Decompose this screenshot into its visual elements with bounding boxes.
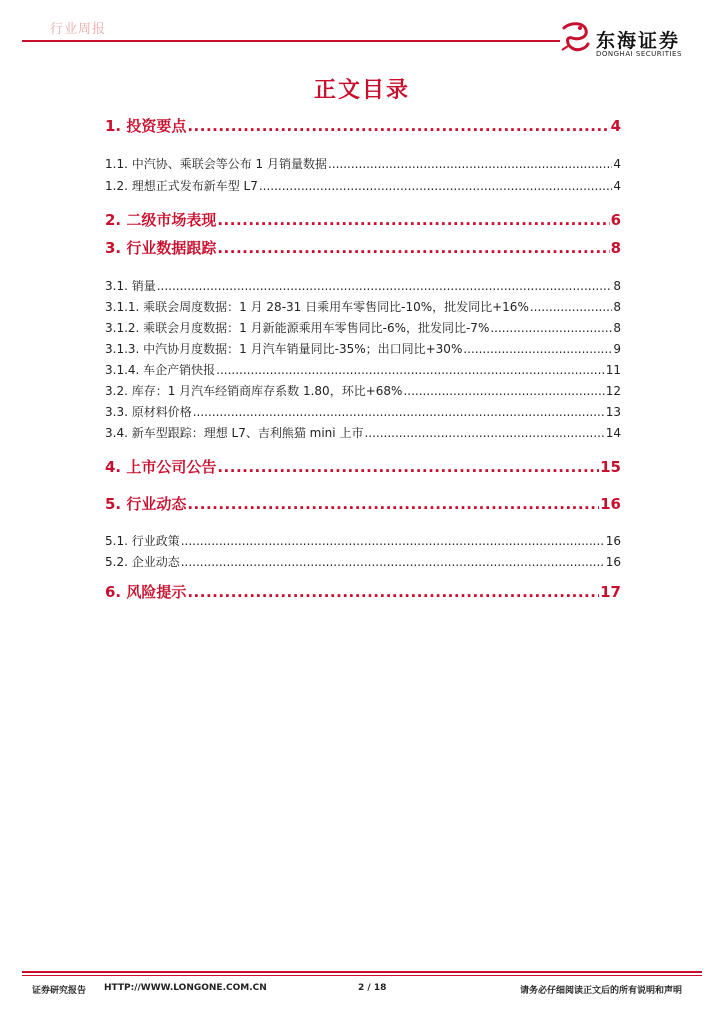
logo-text-en: DONGHAI SECURITIES [596, 50, 682, 58]
toc-leader-dots [187, 495, 599, 513]
toc-entry-title: 1.1. 中汽协、乘联会等公布 1 月销量数据 [105, 157, 327, 171]
toc-subsection-entry[interactable] [105, 177, 621, 194]
toc-entry-title: 3.1.3. 中汽协月度数据：1 月汽车销量同比-35%；出口同比+30% [105, 342, 463, 356]
toc-entry-title: 3.1.1. 乘联会周度数据：1 月 28-31 日乘用车零售同比-10%，批发同比+16% [105, 300, 529, 314]
toc-subsection-entry[interactable] [105, 298, 621, 315]
toc-entry-title: 5. 行业动态 [105, 495, 187, 513]
toc-entry-title: 4. 上市公司公告 [105, 458, 217, 476]
toc-page-number: 11 [605, 363, 621, 377]
toc-subsection-entry[interactable] [105, 277, 621, 294]
toc-entry-title: 3.2. 库存：1 月汽车经销商库存系数 1.80，环比+68% [105, 384, 403, 398]
toc-entry-title: 6. 风险提示 [105, 583, 187, 601]
toc-entry-title: 3.1.4. 车企产销快报 [105, 363, 216, 377]
toc-entry-title: 1.2. 理想正式发布新车型 L7 [105, 179, 258, 193]
toc-page-number: 16 [605, 534, 621, 548]
toc-leader-dots [217, 239, 609, 257]
toc-leader-dots [216, 363, 605, 377]
footer-disclaimer: 请务必仔细阅读正文后的所有说明和声明 [520, 986, 683, 996]
toc-section-entry[interactable] [105, 237, 621, 258]
toc-entry-title: 3.1.2. 乘联会月度数据：1 月新能源乘用车零售同比-6%，批发同比-7% [105, 321, 490, 335]
toc-page-number: 14 [605, 426, 621, 440]
toc-leader-dots [259, 179, 613, 193]
toc-subsection-entry[interactable] [105, 319, 621, 336]
footer-website-link[interactable]: HTTP://WWW.LONGONE.COM.CN [104, 983, 267, 993]
toc-subsection-entry[interactable] [105, 382, 621, 399]
toc-leader-dots [403, 384, 604, 398]
toc-leader-dots [364, 426, 604, 440]
footer-report-label: 证券研究报告 [32, 986, 87, 996]
toc-page-number: 16 [605, 555, 621, 569]
toc-page-number: 6 [610, 211, 621, 229]
company-logo [558, 20, 708, 60]
toc-page-number: 12 [605, 384, 621, 398]
toc-page-number: 13 [605, 405, 621, 419]
toc-page-number: 17 [600, 583, 621, 601]
toc-subsection-entry[interactable] [105, 553, 621, 570]
toc-leader-dots [181, 555, 605, 569]
toc-page-number: 16 [600, 495, 621, 513]
toc-subsection-entry[interactable] [105, 532, 621, 549]
toc-page-number: 8 [613, 321, 621, 335]
toc-section-entry[interactable] [105, 456, 621, 477]
toc-subsection-entry[interactable] [105, 403, 621, 420]
footer-divider [22, 971, 702, 973]
toc-leader-dots [217, 458, 599, 476]
toc-leader-dots [157, 279, 613, 293]
toc-page-number: 8 [613, 279, 621, 293]
toc-page-number: 4 [613, 179, 621, 193]
toc-leader-dots [187, 117, 609, 135]
header-divider [22, 40, 560, 42]
toc-subsection-entry[interactable] [105, 361, 621, 378]
toc-leader-dots [463, 342, 612, 356]
toc-entry-title: 5.2. 企业动态 [105, 555, 180, 569]
toc-entry-title: 3.4. 新车型跟踪：理想 L7、吉利熊猫 mini 上市 [105, 426, 364, 440]
toc-title: 正文目录 [313, 78, 410, 103]
toc-section-entry[interactable] [105, 115, 621, 136]
footer-divider-thin [22, 975, 702, 976]
toc-page-number: 9 [613, 342, 621, 356]
toc-section-entry[interactable] [105, 493, 621, 514]
toc-entry-title: 3.3. 原材料价格 [105, 405, 192, 419]
toc-leader-dots [328, 157, 612, 171]
toc-entry-title: 3. 行业数据跟踪 [105, 239, 217, 257]
toc-entry-title: 1. 投资要点 [105, 117, 187, 135]
toc-entry-title: 5.1. 行业政策 [105, 534, 180, 548]
footer-page-number: 2 / 18 [358, 983, 387, 993]
toc-entry-title: 3.1. 销量 [105, 279, 156, 293]
toc-page-number: 4 [610, 117, 621, 135]
toc-section-entry[interactable] [105, 209, 621, 230]
toc-page-number: 8 [610, 239, 621, 257]
toc-subsection-entry[interactable] [105, 340, 621, 357]
dragon-logo-icon [558, 20, 592, 56]
toc-subsection-entry[interactable] [105, 155, 621, 172]
toc-leader-dots [217, 211, 609, 229]
toc-page-number: 4 [613, 157, 621, 171]
toc-leader-dots [187, 583, 599, 601]
toc-leader-dots [193, 405, 605, 419]
toc-page-number: 8 [613, 300, 621, 314]
toc-section-entry[interactable] [105, 581, 621, 602]
toc-leader-dots [490, 321, 612, 335]
toc-entry-title: 2. 二级市场表现 [105, 211, 217, 229]
toc-leader-dots [181, 534, 605, 548]
toc-subsection-entry[interactable] [105, 424, 621, 441]
toc-leader-dots [530, 300, 613, 314]
report-type-label: 行业周报 [50, 22, 107, 37]
logo-text-cn: 东海证券 [596, 30, 681, 52]
toc-page-number: 15 [600, 458, 621, 476]
